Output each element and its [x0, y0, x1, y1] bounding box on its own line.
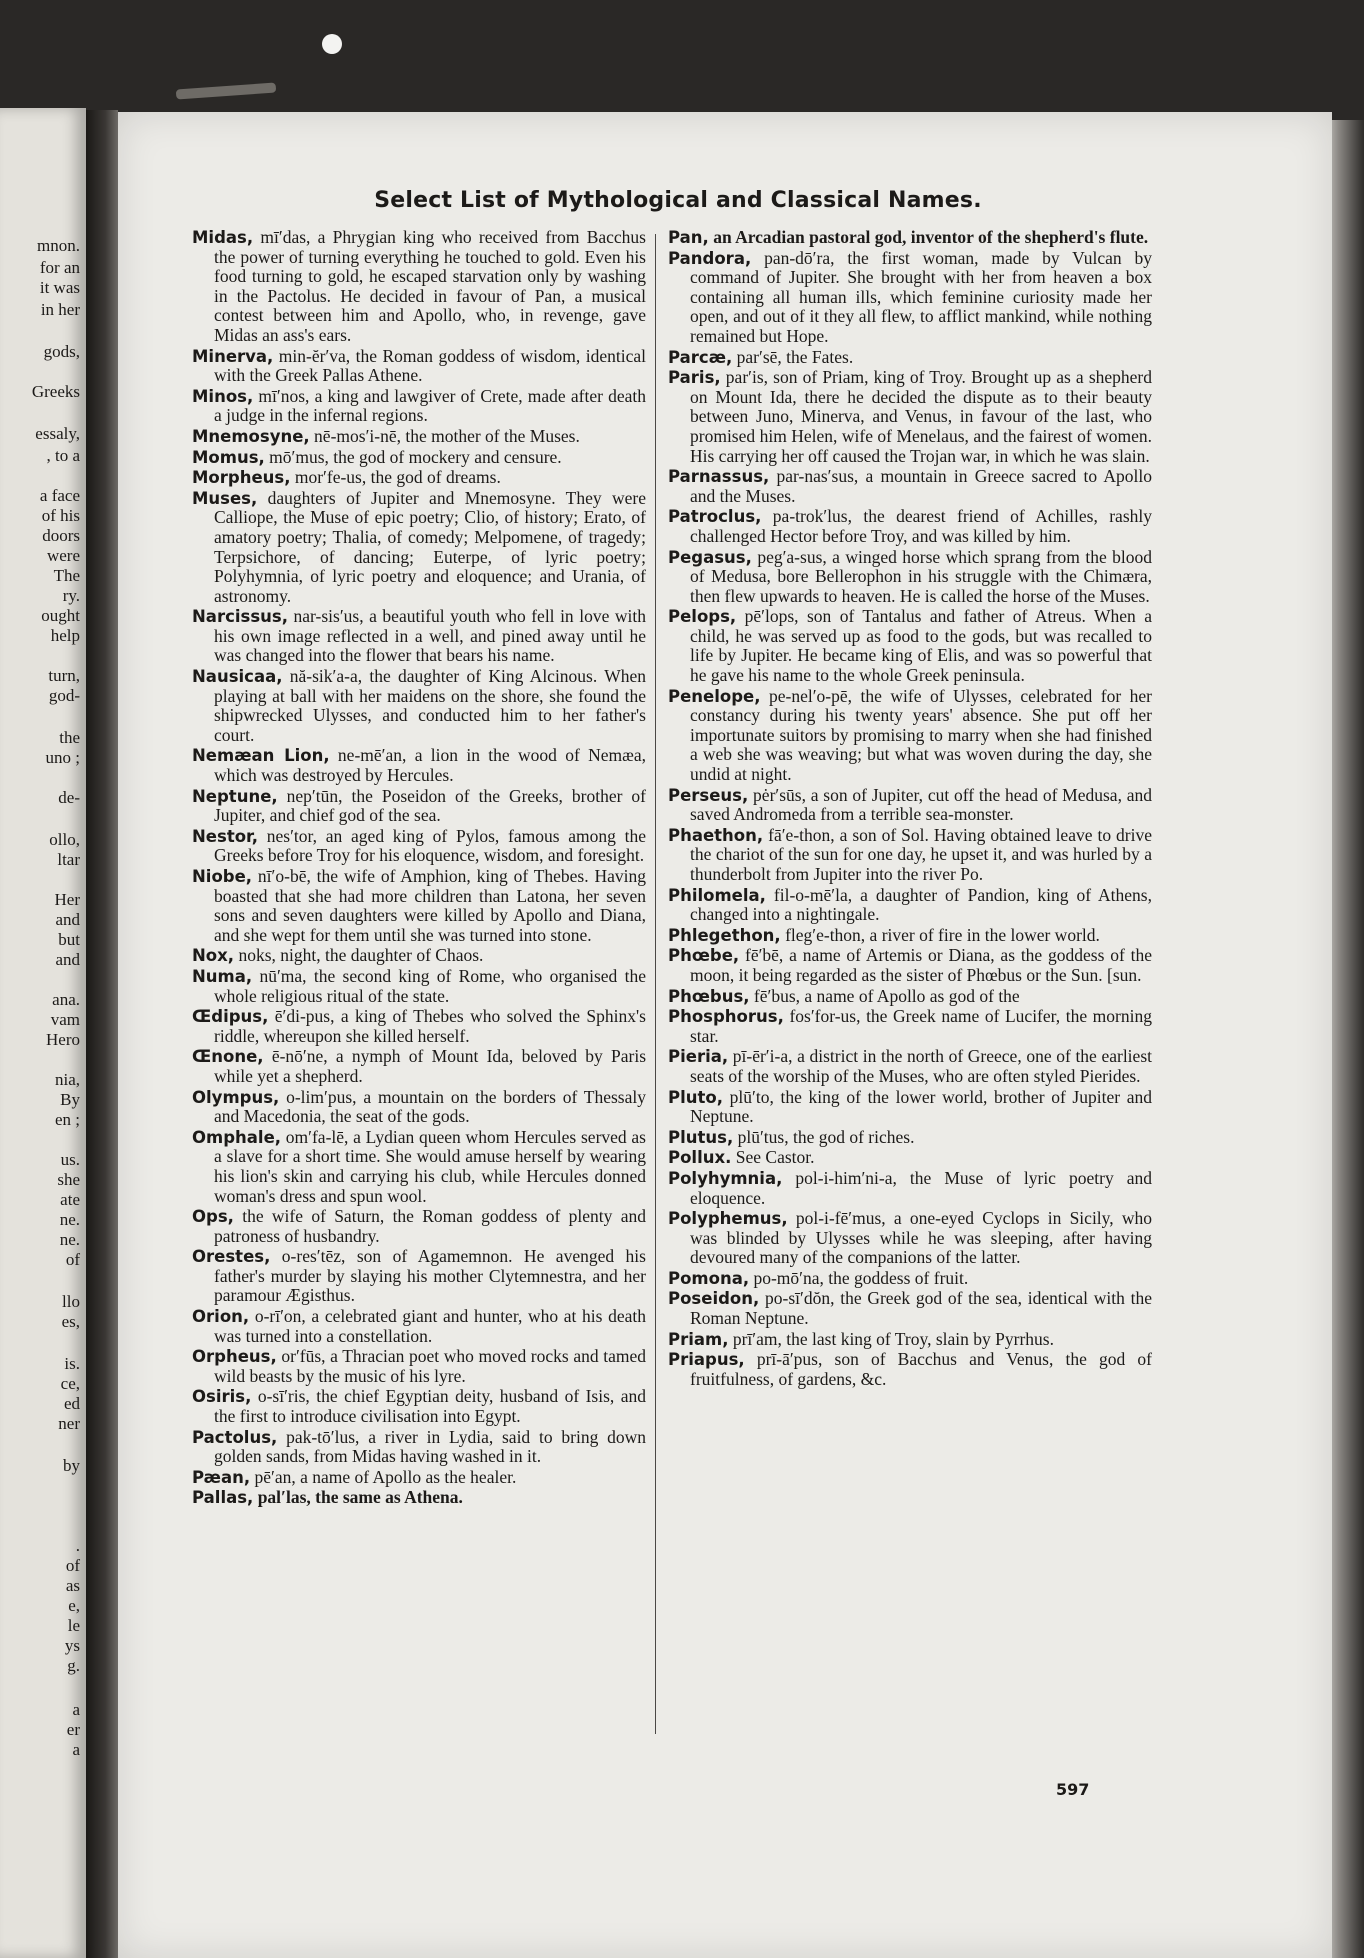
entry-headword: Œdipus,	[192, 1007, 269, 1027]
entry	[668, 368, 1152, 466]
left-page-text-fragment: llo	[62, 1292, 80, 1311]
entry-headword: Priam,	[668, 1329, 729, 1349]
entry	[192, 1207, 646, 1246]
entry-definition: nū′ma, the second king of Rome, who organised the whole religious ritual of the state.	[214, 965, 646, 1006]
entry-headword: Nausicaa,	[192, 667, 283, 687]
entry-definition: nē-mos′i-nē, the mother of the Muses.	[309, 425, 580, 446]
entry-headword: Olympus,	[192, 1087, 280, 1107]
entry	[192, 228, 646, 346]
left-page-text-fragment: god-	[48, 686, 80, 705]
left-page-text-fragment: de-	[58, 788, 80, 807]
entry-definition: pak-tō′lus, a river in Lydia, said to bring down golden sands, from Midas having washed in it.	[214, 1426, 646, 1467]
entry	[668, 607, 1152, 685]
left-page-text-fragment: by	[63, 1456, 80, 1475]
entry	[192, 448, 646, 468]
entry-definition: nar-sis′us, a beautiful youth who fell in love with his own image reflected in a well, and pined away until he was changed into the flower that bears his name.	[214, 606, 646, 666]
entry-definition: po-sī′dŏn, the Greek god of the sea, identical with the Roman Neptune.	[690, 1288, 1152, 1329]
entry-headword: Osiris,	[192, 1387, 252, 1407]
entry-headword: Narcissus,	[192, 607, 288, 627]
entry-headword: Phœbus,	[668, 986, 750, 1006]
entry	[668, 1289, 1152, 1328]
entry	[192, 1387, 646, 1426]
entry-headword: Pieria,	[668, 1047, 729, 1067]
left-page-text-fragment: turn,	[48, 666, 80, 685]
left-page-text-fragment: ry.	[62, 586, 80, 605]
entry	[668, 1209, 1152, 1268]
left-page-text-fragment: the	[59, 728, 80, 747]
entry-headword: Orpheus,	[192, 1347, 277, 1367]
entry	[668, 1007, 1152, 1046]
left-page-edge	[0, 108, 86, 1958]
entry-headword: Œnone,	[192, 1047, 264, 1067]
entry-headword: Orestes,	[192, 1247, 271, 1267]
left-page-text-fragment: as	[65, 1576, 80, 1595]
entry-definition: peg′a-sus, a winged horse which sprang from the blood of Medusa, bore Bellerophon in his struggle with the Chimæra, then flew upwards to heaven. He is called the horse of the Muses.	[690, 546, 1152, 606]
entry	[192, 827, 646, 866]
left-page-text-fragment: she	[57, 1170, 80, 1189]
entry-definition: mor′fe-us, the god of dreams.	[290, 467, 501, 488]
entry	[192, 427, 646, 447]
entry	[668, 987, 1152, 1007]
entry-definition: ne-mē′an, a lion in the wood of Nemæa, which was destroyed by Hercules.	[214, 745, 646, 786]
entry-definition: pan-dō′ra, the first woman, made by Vulcan by command of Jupiter. She brought with her from heaven a box containing all human ills, which feminine curiosity made her open, and out of it they all flew, to afflict mankind, while nothing remained but Hope.	[690, 247, 1152, 346]
entry-definition: ē-nō′ne, a nymph of Mount Ida, beloved by Paris while yet a shepherd.	[214, 1046, 646, 1086]
left-page-text-fragment: ate	[60, 1190, 80, 1209]
entry-definition: par′sē, the Fates.	[732, 346, 854, 367]
left-page-text-fragment: of	[65, 1250, 80, 1269]
entry-definition: plū′tus, the god of riches.	[733, 1126, 915, 1147]
entry-definition: pėr′sūs, a son of Jupiter, cut off the head of Medusa, and saved Andromeda from a terrible sea-monster.	[690, 784, 1152, 825]
entry-headword: Momus,	[192, 447, 265, 467]
binding-mark	[176, 83, 276, 100]
entry	[668, 249, 1152, 347]
entry-definition: om′fa-lē, a Lydian queen whom Hercules served as a slave for a short time. She would amuse herself by wearing his lion's skin and carrying his club, while Hercules donned woman's dress and spun wool.	[214, 1126, 646, 1206]
binding-hole	[322, 34, 342, 54]
left-page-text-fragment: is.	[64, 1354, 80, 1373]
entry-headword: Phosphorus,	[668, 1007, 784, 1027]
entry-definition: noks, night, the daughter of Chaos.	[234, 945, 484, 966]
left-page-text-fragment: gods,	[43, 342, 80, 361]
entry	[192, 347, 646, 386]
left-page-text-fragment: of	[65, 1556, 80, 1575]
left-page-text-fragment: doors	[42, 526, 80, 545]
entry-headword: Poseidon,	[668, 1289, 760, 1309]
left-page-text-fragment: a	[72, 1700, 80, 1719]
entry	[192, 468, 646, 488]
entry	[192, 1128, 646, 1206]
entry-definition: o-sī′ris, the chief Egyptian deity, husband of Isis, and the first to introduce civilisation into Egypt.	[214, 1386, 646, 1427]
entry	[192, 946, 646, 966]
entry-headword: Phaethon,	[668, 825, 764, 845]
left-page-text-fragment: e,	[68, 1596, 80, 1615]
entry	[668, 348, 1152, 368]
left-page-text-fragment: ought	[41, 606, 80, 625]
entry-headword: Pæan,	[192, 1467, 251, 1487]
entry	[668, 946, 1152, 985]
entry-definition: pē′an, a name of Apollo as the healer.	[250, 1466, 517, 1487]
left-page-text-fragment: ed	[63, 1394, 80, 1413]
entry-definition: pal′las, the same as Athena.	[253, 1487, 463, 1508]
left-page-text-fragment: of his	[41, 506, 80, 525]
entry-definition: pī-ēr′i-a, a district in the north of Greece, one of the earliest seats of the worship of the Muses, who are often styled Pierides.	[690, 1046, 1152, 1086]
entry-definition: nī′o-bē, the wife of Amphion, king of Thebes. Having boasted that she had more children than Latona, her seven sons and seven daughters were killed by Apollo and Diana, and she wept for them until she was turned into stone.	[214, 866, 646, 945]
entry	[668, 1169, 1152, 1208]
entry-headword: Paris,	[668, 368, 721, 388]
entry	[668, 1330, 1152, 1350]
entry	[192, 607, 646, 666]
entry-definition: pa-trok′lus, the dearest friend of Achilles, rashly challenged Hector before Troy, and was killed by him.	[690, 506, 1152, 546]
entry-headword: Nestor,	[192, 826, 259, 846]
left-page-text-fragment: ner	[58, 1414, 80, 1433]
entry-headword: Niobe,	[192, 867, 253, 886]
entry	[192, 867, 646, 945]
entry-definition: pol-i-him′ni-a, the Muse of lyric poetry and eloquence.	[690, 1167, 1152, 1208]
left-page-text-fragment: By	[60, 1090, 80, 1109]
entry-definition: prī′am, the last king of Troy, slain by Pyrrhus.	[728, 1328, 1054, 1349]
entry-headword: Pactolus,	[192, 1427, 278, 1447]
entry	[192, 1088, 646, 1127]
entry-headword: Pan,	[668, 228, 709, 247]
entry-headword: Numa,	[192, 966, 253, 986]
entry	[668, 926, 1152, 946]
left-page-text-fragment: er	[66, 1720, 80, 1739]
entry	[192, 1307, 646, 1346]
entry-definition: fil-o-mē′la, a daughter of Pandion, king of Athens, changed into a nightingale.	[690, 884, 1152, 925]
left-page-text-fragment: ne.	[59, 1210, 80, 1229]
left-page-text-fragment: nia,	[54, 1070, 80, 1089]
entry-headword: Orion,	[192, 1307, 250, 1327]
entry-definition: pē′lops, son of Tantalus and father of Atreus. When a child, he was served up as food to the gods, but was recalled to life by Jupiter. He became king of Elis, and was so powerful that he gave his name to the whole Greek peninsula.	[690, 606, 1152, 686]
entry-headword: Perseus,	[668, 785, 749, 805]
entry-definition: nep′tūn, the Poseidon of the Greeks, brother of Jupiter, and chief god of the sea.	[214, 785, 646, 826]
entry-definition: nă-sik′a-a, the daughter of King Alcinous. When playing at ball with her maidens on the shore, she found the shipwrecked Ulysses, and conducted him to her father's court.	[214, 666, 646, 745]
entry-definition: fē′bē, a name of Artemis or Diana, as the goddess of the moon, it being regarded as the sister of Phœbus or the Sun. [sun.	[690, 945, 1152, 985]
entry	[668, 548, 1152, 607]
entry-definition: the wife of Saturn, the Roman goddess of plenty and patroness of husbandry.	[214, 1206, 646, 1246]
entry-headword: Minerva,	[192, 346, 274, 366]
entry-headword: Pelops,	[668, 607, 737, 627]
entry-definition: min-ĕr′va, the Roman goddess of wisdom, identical with the Greek Pallas Athene.	[214, 345, 646, 386]
entry-definition: o-lim′pus, a mountain on the borders of Thessaly and Macedonia, the seat of the gods.	[214, 1086, 646, 1127]
left-page-text-fragment: , to a	[46, 446, 80, 465]
entry	[668, 1128, 1152, 1148]
entry-headword: Nox,	[192, 946, 235, 966]
left-page-text-fragment: .	[75, 1536, 80, 1555]
entry-definition: par′is, son of Priam, king of Troy. Brought up as a shepherd on Mount Ida, there he decided the dispute as to their beauty between Juno, Minerva, and Venus, in favour of the last, who promised him Helen, wife of Menelaus, and the fairest of women. His carrying her off caused the Trojan war, in which he was slain.	[690, 367, 1152, 466]
left-page-text-fragment: vam	[50, 1010, 80, 1029]
entry	[668, 1269, 1152, 1289]
left-page-text-fragment: a	[72, 1740, 80, 1759]
left-page-text-fragment: The	[53, 566, 80, 585]
entry-definition: prī-ā′pus, son of Bacchus and Venus, the god of fruitfulness, of gardens, &c.	[690, 1349, 1152, 1389]
entry	[192, 1007, 646, 1046]
left-page-text-fragment: ce,	[60, 1374, 80, 1393]
entry-headword: Polyphemus,	[668, 1209, 788, 1229]
entry	[192, 1488, 646, 1508]
entry-definition: daughters of Jupiter and Mnemosyne. They were Calliope, the Muse of epic poetry; Clio, of history; Erato, of amatory poetry; Thalia, of comedy; Melpomene, of tragedy; Terpsichore, of dancing; Euterpe, of lyric poetry; Polyhymnia, of lyric poetry and eloquence; and Urania, of astronomy.	[214, 487, 646, 606]
left-page-text-fragment: le	[67, 1616, 80, 1635]
entry	[668, 467, 1152, 506]
entry-definition: plū′to, the king of the lower world, brother of Jupiter and Neptune.	[690, 1086, 1152, 1127]
entry-headword: Neptune,	[192, 786, 278, 806]
entry	[668, 228, 1152, 248]
left-page-text-fragment: ana.	[52, 990, 80, 1009]
entry	[192, 746, 646, 785]
entry	[668, 1148, 1152, 1168]
left-page-text-fragment: us.	[60, 1150, 80, 1169]
entry-headword: Pomona,	[668, 1268, 750, 1288]
entry-headword: Phlegethon,	[668, 925, 781, 945]
entry	[668, 786, 1152, 825]
entry-definition: ē′di-pus, a king of Thebes who solved the Sphinx's riddle, whereupon she killed herself.	[214, 1006, 646, 1046]
entry-headword: Omphale,	[192, 1127, 282, 1147]
entry-headword: Pegasus,	[668, 547, 752, 567]
right-column	[668, 228, 1152, 1390]
entry	[668, 687, 1152, 785]
entry	[192, 787, 646, 826]
entry-headword: Patroclus,	[668, 507, 762, 527]
entry-headword: Phœbe,	[668, 946, 740, 966]
entry-definition: pol-i-fē′mus, a one-eyed Cyclops in Sicily, who was blinded by Ulysses while he was sleeping, after having devoured many of the companions of the latter.	[690, 1208, 1152, 1268]
left-page-text-fragment: and	[55, 950, 80, 969]
entry	[668, 886, 1152, 925]
entry-definition: fos′for-us, the Greek name of Lucifer, the morning star.	[690, 1006, 1152, 1046]
entry-definition: fā′e-thon, a son of Sol. Having obtained leave to drive the chariot of the sun for one day, he upset it, and was hurled by a thunderbolt from Jupiter into the river Po.	[690, 824, 1152, 884]
left-page-text-fragment: Greeks	[31, 382, 80, 401]
entry	[668, 1350, 1152, 1389]
left-page-text-fragment: es,	[61, 1312, 80, 1331]
entry-definition: par-nas′sus, a mountain in Greece sacred to Apollo and the Muses.	[690, 466, 1152, 506]
entry-headword: Plutus,	[668, 1127, 734, 1147]
book-spine	[86, 110, 118, 1958]
entry-headword: Pallas,	[192, 1488, 254, 1508]
entry-definition: o-res′tēz, son of Agamemnon. He avenged his father's murder by slaying his mother Clytemnestra, and her paramour Ægisthus.	[214, 1246, 646, 1306]
left-page-text-fragment: help	[50, 626, 80, 645]
entry-headword: Pollux.	[668, 1148, 732, 1168]
entry-headword: Priapus,	[668, 1350, 745, 1370]
entry-definition: See Castor.	[731, 1147, 815, 1168]
entry-headword: Muses,	[192, 488, 258, 508]
entry-headword: Polyhymnia,	[668, 1168, 783, 1188]
left-page-text-fragment: but	[58, 930, 80, 949]
entry-definition: mī′das, a Phrygian king who received from Bacchus the power of turning everything he touched to gold. Even his food turning to gold, he escaped starvation only by washing in the Pactolus. He decided in favour of Pan, a musical contest between him and Apollo, who, in revenge, gave Midas an ass's ears.	[214, 227, 646, 345]
entry	[192, 387, 646, 426]
left-page-text-fragment: ys	[64, 1636, 80, 1655]
entry-definition: nes′tor, an aged king of Pylos, famous among the Greeks before Troy for his eloquence, wisdom, and foresight.	[214, 825, 646, 866]
left-page-text-fragment: en ;	[54, 1110, 80, 1129]
left-page-text-fragment: and	[55, 910, 80, 929]
entry	[668, 1088, 1152, 1127]
left-page-text-fragment: ltar	[57, 850, 80, 869]
entry-headword: Parcæ,	[668, 347, 733, 367]
left-page-text-fragment: Hero	[46, 1030, 80, 1049]
entry-definition: mī′nos, a king and lawgiver of Crete, made after death a judge in the infernal regions.	[214, 385, 646, 426]
left-page-text-fragment: ne.	[59, 1230, 80, 1249]
left-page-text-fragment: Her	[54, 890, 80, 909]
entry-headword: Penelope,	[668, 686, 761, 706]
entry-headword: Nemæan Lion,	[192, 746, 330, 766]
entry-definition: fē′bus, a name of Apollo as god of the	[749, 985, 1020, 1006]
entry	[192, 967, 646, 1006]
entry	[192, 1468, 646, 1488]
entry	[668, 826, 1152, 885]
entry	[192, 1347, 646, 1386]
left-page-text-fragment: uno ;	[45, 748, 80, 767]
entry	[192, 1047, 646, 1086]
entry-headword: Parnassus,	[668, 467, 770, 487]
entry-definition: o-rī′on, a celebrated giant and hunter, who at his death was turned into a constellation.	[214, 1306, 646, 1346]
entry-definition: an Arcadian pastoral god, inventor of the shepherd's flute.	[708, 227, 1149, 247]
entry-headword: Morpheus,	[192, 468, 291, 488]
entry-definition: pe-nel′o-pē, the wife of Ulysses, celebrated for her constancy during his twenty years' absence. She put off her importunate suitors by promising to marry when she had finished a web she was weaving; but what was woven during the day, she undid at night.	[690, 685, 1152, 785]
left-page-text-fragment: mnon.	[37, 236, 80, 255]
left-page-text-fragment: ollo,	[49, 830, 80, 849]
page-title: Select List of Mythological and Classical Names.	[374, 188, 982, 213]
page-number: 597	[1056, 1780, 1090, 1799]
entry	[192, 1428, 646, 1467]
left-page-text-fragment: it was	[39, 278, 80, 297]
entry-headword: Philomela,	[668, 885, 766, 905]
left-page-text-fragment: a face	[39, 486, 80, 505]
left-page-text-fragment: g.	[67, 1656, 80, 1675]
entry-definition: or′fūs, a Thracian poet who moved rocks and tamed wild beasts by the music of his lyre.	[214, 1346, 646, 1386]
entry-definition: mō′mus, the god of mockery and censure.	[264, 446, 562, 467]
entry	[192, 1247, 646, 1306]
entry-headword: Minos,	[192, 386, 254, 406]
column-divider	[655, 234, 656, 1734]
entry-headword: Pandora,	[668, 248, 752, 268]
left-column	[192, 228, 646, 1509]
entry-headword: Midas,	[192, 228, 254, 247]
entry-definition: po-mō′na, the goddess of fruit.	[749, 1267, 969, 1288]
entry	[192, 667, 646, 745]
entry-headword: Pluto,	[668, 1087, 723, 1107]
left-page-text-fragment: were	[46, 546, 80, 565]
left-page-text-fragment: for an	[39, 258, 80, 277]
left-page-text-fragment: essaly,	[35, 424, 80, 443]
entry-definition: fleg′e-thon, a river of fire in the lower world.	[780, 924, 1100, 945]
entry	[192, 489, 646, 607]
entry	[668, 1047, 1152, 1086]
entry	[668, 507, 1152, 546]
entry-headword: Ops,	[192, 1207, 234, 1227]
entry-headword: Mnemosyne,	[192, 426, 310, 446]
left-page-text-fragment: in her	[40, 300, 80, 319]
